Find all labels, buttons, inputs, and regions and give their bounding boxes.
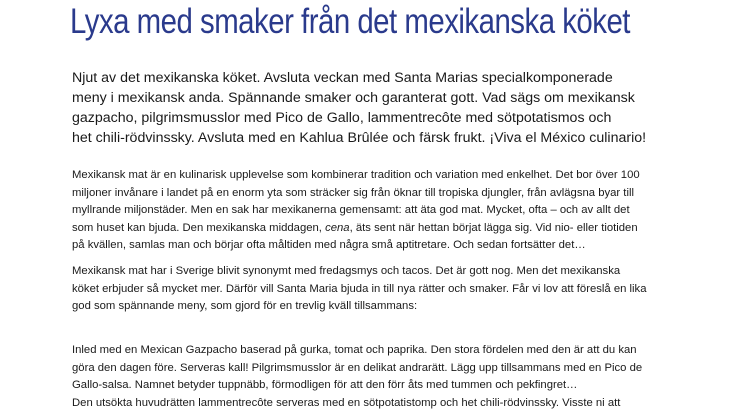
lead-paragraph [72, 68, 692, 148]
body-text-fragment: som huset kan bjuda. Den mexikanska middagen, [72, 221, 326, 234]
body-line: Mexikansk mat har i Sverige blivit synonymt med fredagsmys och tacos. Det är gott nog. Men det mexikanska [72, 265, 621, 277]
lead-line: Njut av det mexikanska köket. Avsluta veckan med Santa Marias specialkomponerade [72, 70, 613, 86]
body-line: Den utsökta huvudrätten lammentrecôte serveras med en sötpotatistomp och het chili-rödvinssky. Visste ni att [72, 396, 621, 409]
lead-line: meny i mexikansk anda. Spännande smaker och garanterat gott. Vad sägs om mexikansk [72, 90, 635, 106]
body-line: miljoner invånare i landet på en enorm yta som sträcker sig från öknar till tropiska djungler, från avlägsna byar till [72, 186, 634, 199]
page-title: Lyxa med smaker från det mexikanska köket [70, 2, 630, 41]
body-paragraph-2 [72, 263, 702, 316]
body-line: myllrande miljonstäder. Men en sak har mexikanerna gemensamt: att äta god mat. Mycket, ofta – och av allt det [72, 204, 630, 217]
body-line: Inled med en Mexican Gazpacho baserad på gurka, tomat och paprika. Den stora fördelen med den är att du kan [72, 344, 637, 356]
body-text-fragment: , äts sent när hettan börjat lägga sig. Vid nio- eller tiotiden [349, 221, 638, 234]
body-paragraph-1 [72, 167, 702, 255]
body-paragraph-3 [72, 342, 702, 412]
lead-line: het chili-rödvinssky. Avsluta med en Kahlua Brûlée och färsk frukt. ¡Viva el México culinario! [72, 130, 647, 146]
body-line: Mexikansk mat är en kulinarisk upplevelse som kombinerar tradition och variation med enkelhet. Det bor över 100 [72, 169, 640, 181]
cena-emphasis: cena [325, 221, 350, 234]
lead-line: gazpacho, pilgrimsmusslor med Pico de Gallo, lammentrecôte med sötpotatismos och [72, 110, 612, 126]
body-line: Gallo-salsa. Namnet betyder tuppnäbb, förmodligen för att den förr åts med tummen och pekfingret… [72, 379, 578, 392]
body-line: göra den dagen före. Serveras kall! Pilgrimsmusslor är en delikat andrarätt. Lägg upp tillsammans med en Pico de [72, 361, 643, 374]
body-line: köket erbjuder så mycket mer. Därför vill Santa Maria bjuda in till nya rätter och smaker. Får vi lov att föreslå en lika [72, 282, 647, 295]
body-line: god som spännande meny, som gjord för en trevlig kväll tillsammans: [72, 300, 418, 313]
body-line: på kvällen, samlas man och börjar ofta måltiden med några små aptitretare. Och sedan fortsätter det… [72, 239, 586, 252]
body-line [72, 220, 702, 238]
